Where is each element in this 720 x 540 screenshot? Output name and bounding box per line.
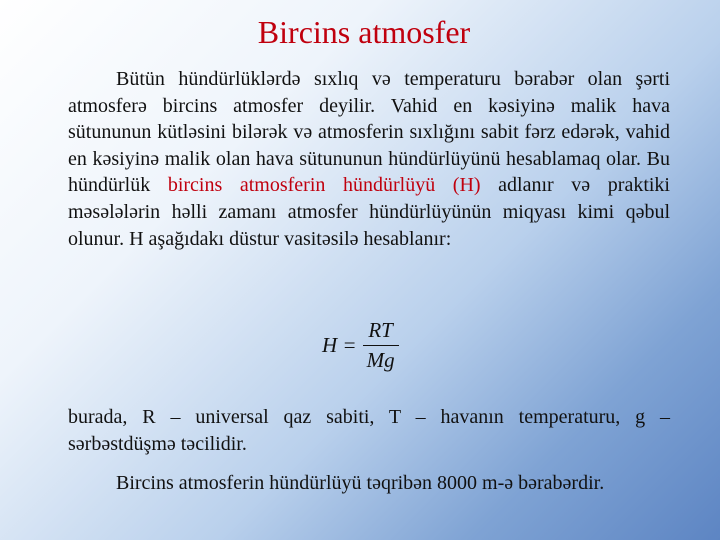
definition-text-end: adlanır və praktiki məsələlərin həlli zamanı atmosfer hündürlüyünün miqyası kimi qəbul olunur. H aşağıdakı düstur vasitəsilə hesablanır: xyxy=(68,174,670,250)
formula-denominator: Mg xyxy=(366,348,395,372)
definition-paragraph xyxy=(68,66,670,252)
highlighted-term: bircins atmosferin hündürlüyü (H) xyxy=(167,174,481,197)
formula-fraction xyxy=(363,318,399,373)
formula-numerator: RT xyxy=(368,318,393,342)
slide-title: Bircins atmosfer xyxy=(257,14,471,50)
variables-paragraph: burada, R – universal qaz sabiti, T – havanın temperaturu, g – sərbəstdüşmə təcilidir. xyxy=(68,406,670,455)
definition-text: Bütün hündürlüklərdə sıxlıq və temperaturu bərabər olan şərti atmosferə bircins atmosfer deyilir. Vahid en kəsiyinə malik hava sütununun kütləsini bilərək və atmosferin sıxlığını sabit fərz edərək, vahid en kəsiyinə malik olan hava sütununun hündürlüyünü hesablamaq olar. Bu hündürlük xyxy=(68,68,670,197)
result-paragraph: Bircins atmosferin hündürlüyü təqribən 8000 m-ə bərabərdir. xyxy=(116,472,605,494)
height-formula xyxy=(322,318,399,373)
formula-lhs: H = xyxy=(322,333,357,357)
